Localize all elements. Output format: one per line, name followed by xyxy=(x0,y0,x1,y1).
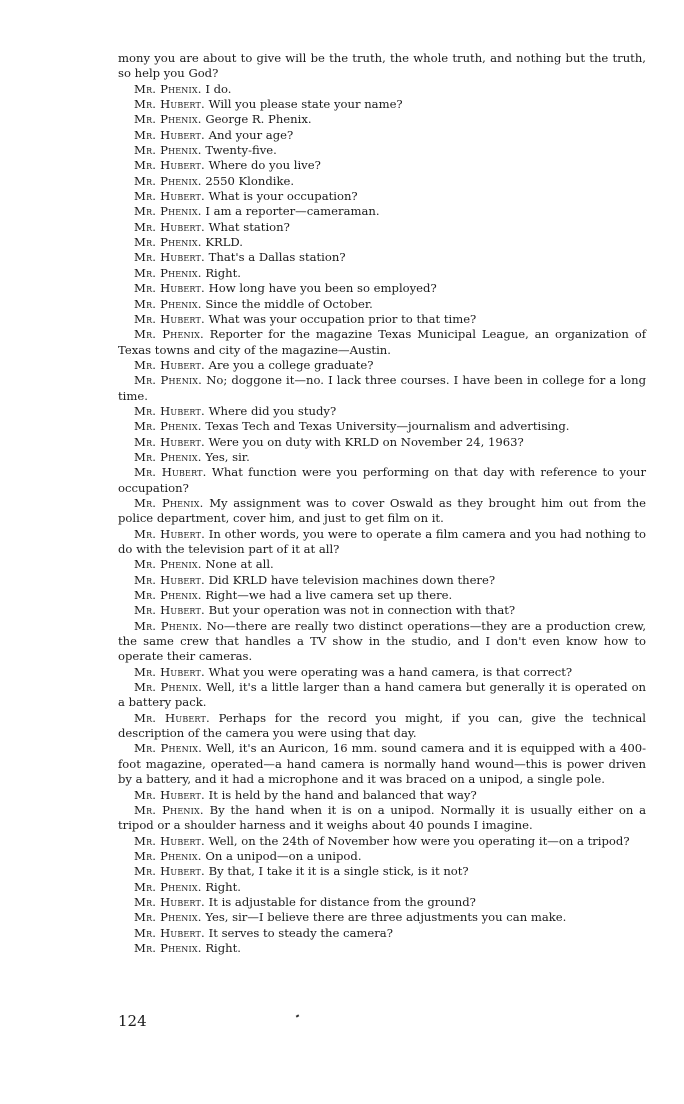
testimony-line xyxy=(118,112,646,127)
utterance-text: Were you on duty with KRLD on November 24, 1963? xyxy=(208,434,524,449)
speaker-name: Mr. Phenix. xyxy=(134,265,202,280)
speaker-name: Mr. Phenix. xyxy=(134,495,204,510)
utterance-text: In other words, you were to operate a film camera and you had nothing to do with the television part of it at all? xyxy=(118,526,646,556)
utterance-text: Are you a college graduate? xyxy=(208,357,374,372)
testimony-line xyxy=(118,496,646,527)
speaker-name: Mr. Hubert. xyxy=(134,403,205,418)
utterance-text: Well, on the 24th of November how were you operating it—on a tripod? xyxy=(208,833,630,848)
speaker-name: Mr. Hubert. xyxy=(134,219,205,234)
utterance-text: But your operation was not in connection with that? xyxy=(208,603,516,618)
utterance-text: Texas Tech and Texas University—journalism and advertising. xyxy=(205,419,570,434)
utterance-text: My assignment was to cover Oswald as they brought him out from the police department, cover him, and just to get film on it. xyxy=(118,495,647,526)
continued-paragraph xyxy=(118,51,646,82)
speaker-name: Mr. Hubert. xyxy=(134,465,207,480)
utterance-text: And your age? xyxy=(208,127,294,142)
speaker-name: Mr. Hubert. xyxy=(134,158,205,173)
page-number: 124 xyxy=(118,1012,147,1030)
utterance-text: I do. xyxy=(205,81,232,96)
utterance-text: Will you please state your name? xyxy=(208,97,403,112)
speaker-name: Mr. Hubert. xyxy=(134,250,205,265)
utterance-text: What function were you performing on that day with reference to your occupation? xyxy=(118,465,647,495)
speaker-name: Mr. Phenix. xyxy=(134,296,202,311)
utterance-text: What is your occupation? xyxy=(208,189,358,204)
utterance-text: It serves to steady the camera? xyxy=(208,925,393,940)
testimony-line xyxy=(118,419,646,434)
speaker-name: Mr. Phenix. xyxy=(134,940,202,955)
speaker-name: Mr. Phenix. xyxy=(134,112,202,127)
testimony-line xyxy=(118,373,646,404)
testimony-line xyxy=(118,97,646,112)
speaker-name: Mr. Phenix. xyxy=(134,173,202,188)
utterance-text: What you were operating was a hand camera, is that correct? xyxy=(208,664,573,679)
testimony-line xyxy=(118,803,646,834)
testimony-line xyxy=(118,557,646,572)
testimony-line xyxy=(118,788,646,803)
speaker-name: Mr. Hubert. xyxy=(134,710,210,725)
utterance-text: Reporter for the magazine Texas Municipal League, an organization of Texas towns and city of the magazine—Austin. xyxy=(118,327,647,357)
testimony-line xyxy=(118,358,646,373)
utterance-text: Since the middle of October. xyxy=(205,296,373,311)
utterance-text: Right. xyxy=(205,265,241,280)
testimony-line xyxy=(118,880,646,895)
testimony-line xyxy=(118,864,646,879)
utterance-text: By the hand when it is on a unipod. Normally it is usually either on a tripod or a shoulder harness and it weighs about 40 pounds I imagine. xyxy=(118,802,647,833)
testimony-line xyxy=(118,143,646,158)
testimony-line xyxy=(118,665,646,680)
testimony-line xyxy=(118,711,646,742)
speaker-name: Mr. Hubert. xyxy=(134,311,205,326)
utterance-text: On a unipod—on a unipod. xyxy=(205,848,362,863)
speaker-name: Mr. Phenix. xyxy=(134,204,202,219)
utterance-text: Right. xyxy=(205,879,241,894)
testimony-line xyxy=(118,450,646,465)
testimony-line xyxy=(118,404,646,419)
transcript-page xyxy=(118,51,646,956)
speaker-name: Mr. Hubert. xyxy=(134,664,205,679)
speaker-name: Mr. Hubert. xyxy=(134,864,205,879)
testimony-line xyxy=(118,174,646,189)
speaker-name: Mr. Phenix. xyxy=(134,235,202,250)
utterance-text: Twenty-five. xyxy=(205,143,277,158)
speaker-name: Mr. Phenix. xyxy=(134,802,204,817)
speaker-name: Mr. Hubert. xyxy=(134,97,205,112)
utterance-text: I am a reporter—cameraman. xyxy=(205,204,380,219)
testimony-line xyxy=(118,250,646,265)
testimony-line xyxy=(118,619,646,665)
speaker-name: Mr. Phenix. xyxy=(134,327,204,342)
utterance-text: Yes, sir. xyxy=(205,449,250,464)
utterance-text: Did KRLD have television machines down there? xyxy=(208,572,496,587)
speaker-name: Mr. Phenix. xyxy=(134,741,202,756)
testimony-line xyxy=(118,895,646,910)
testimony-line xyxy=(118,158,646,173)
testimony-line xyxy=(118,926,646,941)
speaker-name: Mr. Phenix. xyxy=(134,373,203,388)
testimony-line xyxy=(118,266,646,281)
speaker-name: Mr. Hubert. xyxy=(134,925,205,940)
utterance-text: Perhaps for the record you might, if you can, give the technical description of the camera you were using that day. xyxy=(118,710,646,741)
speaker-name: Mr. Phenix. xyxy=(134,419,202,434)
testimony-line xyxy=(118,235,646,250)
testimony-line xyxy=(118,527,646,558)
testimony-line xyxy=(118,82,646,97)
utterance-text: No—there are really two distinct operations—they are a production crew, the same crew that handles a TV show in the studio, and I don't even know how to operate their cameras. xyxy=(118,618,646,664)
testimony-line xyxy=(118,588,646,603)
testimony-line xyxy=(118,312,646,327)
speaker-name: Mr. Hubert. xyxy=(134,603,205,618)
testimony-line xyxy=(118,849,646,864)
utterance-text: It is held by the hand and balanced that way? xyxy=(208,787,477,802)
testimony-line xyxy=(118,941,646,956)
speaker-name: Mr. Phenix. xyxy=(134,588,202,603)
speaker-name: Mr. Phenix. xyxy=(134,910,202,925)
utterance-text: What station? xyxy=(208,219,290,234)
testimony-line xyxy=(118,204,646,219)
speaker-name: Mr. Phenix. xyxy=(134,143,202,158)
utterance-text: Right—we had a live camera set up there. xyxy=(205,588,453,603)
testimony-line xyxy=(118,435,646,450)
speaker-name: Mr. Hubert. xyxy=(134,357,205,372)
speaker-name: Mr. Hubert. xyxy=(134,572,205,587)
utterance-text: How long have you been so employed? xyxy=(208,281,437,296)
speaker-name: Mr. Phenix. xyxy=(134,848,202,863)
utterance-text: That's a Dallas station? xyxy=(208,250,346,265)
utterance-text: Where did you study? xyxy=(208,403,337,418)
speaker-name: Mr. Hubert. xyxy=(134,526,206,541)
testimony-line xyxy=(118,220,646,235)
speaker-name: Mr. Phenix. xyxy=(134,449,202,464)
testimony-line xyxy=(118,573,646,588)
utterance-text: Yes, sir—I believe there are three adjustments you can make. xyxy=(205,910,567,925)
speaker-name: Mr. Hubert. xyxy=(134,434,205,449)
testimony-line xyxy=(118,128,646,143)
speaker-name: Mr. Hubert. xyxy=(134,189,205,204)
speaker-name: Mr. Hubert. xyxy=(134,281,205,296)
speaker-name: Mr. Phenix. xyxy=(134,81,202,96)
utterance-text: Well, it's a little larger than a hand camera but generally it is operated on a battery pack. xyxy=(118,680,647,710)
speaker-name: Mr. Phenix. xyxy=(134,879,202,894)
testimony-line xyxy=(118,465,646,496)
speaker-name: Mr. Hubert. xyxy=(134,127,205,142)
utterance-text: None at all. xyxy=(205,557,274,572)
testimony-line xyxy=(118,834,646,849)
utterance-text: It is adjustable for distance from the ground? xyxy=(208,894,476,909)
speaker-name: Mr. Phenix. xyxy=(134,618,203,633)
speaker-name: Mr. Phenix. xyxy=(134,680,203,695)
utterance-text: No; doggone it—no. I lack three courses. I have been in college for a long time. xyxy=(118,373,647,403)
utterance-text: Well, it's an Auricon, 16 mm. sound camera and it is equipped with a 400-foot magazine, operated—a hand camera is normally hand wound—this is power driven by a battery, and it had a microphone and it was braced on a unipod, a single pole. xyxy=(118,741,646,787)
speaker-name: Mr. Hubert. xyxy=(134,894,205,909)
speaker-name: Mr. Hubert. xyxy=(134,833,205,848)
testimony-line xyxy=(118,189,646,204)
speaker-name: Mr. Hubert. xyxy=(134,787,205,802)
utterance-text: By that, I take it it is a single stick, is it not? xyxy=(208,864,469,879)
testimony-line xyxy=(118,741,646,787)
stray-ink-mark xyxy=(296,1014,300,1017)
utterance-text: George R. Phenix. xyxy=(205,112,312,127)
testimony-line xyxy=(118,327,646,358)
utterance-text: mony you are about to give will be the truth, the whole truth, and nothing but the truth, so help you God? xyxy=(118,51,646,81)
testimony-line xyxy=(118,281,646,296)
speaker-name: Mr. Phenix. xyxy=(134,557,202,572)
utterance-text: Right. xyxy=(205,940,241,955)
testimony-line xyxy=(118,297,646,312)
utterance-text: 2550 Klondike. xyxy=(205,173,295,188)
utterance-text: Where do you live? xyxy=(208,158,321,173)
utterance-text: What was your occupation prior to that time? xyxy=(208,311,477,326)
testimony-line xyxy=(118,910,646,925)
testimony-line xyxy=(118,680,646,711)
testimony-line xyxy=(118,603,646,618)
utterance-text: KRLD. xyxy=(205,235,243,250)
